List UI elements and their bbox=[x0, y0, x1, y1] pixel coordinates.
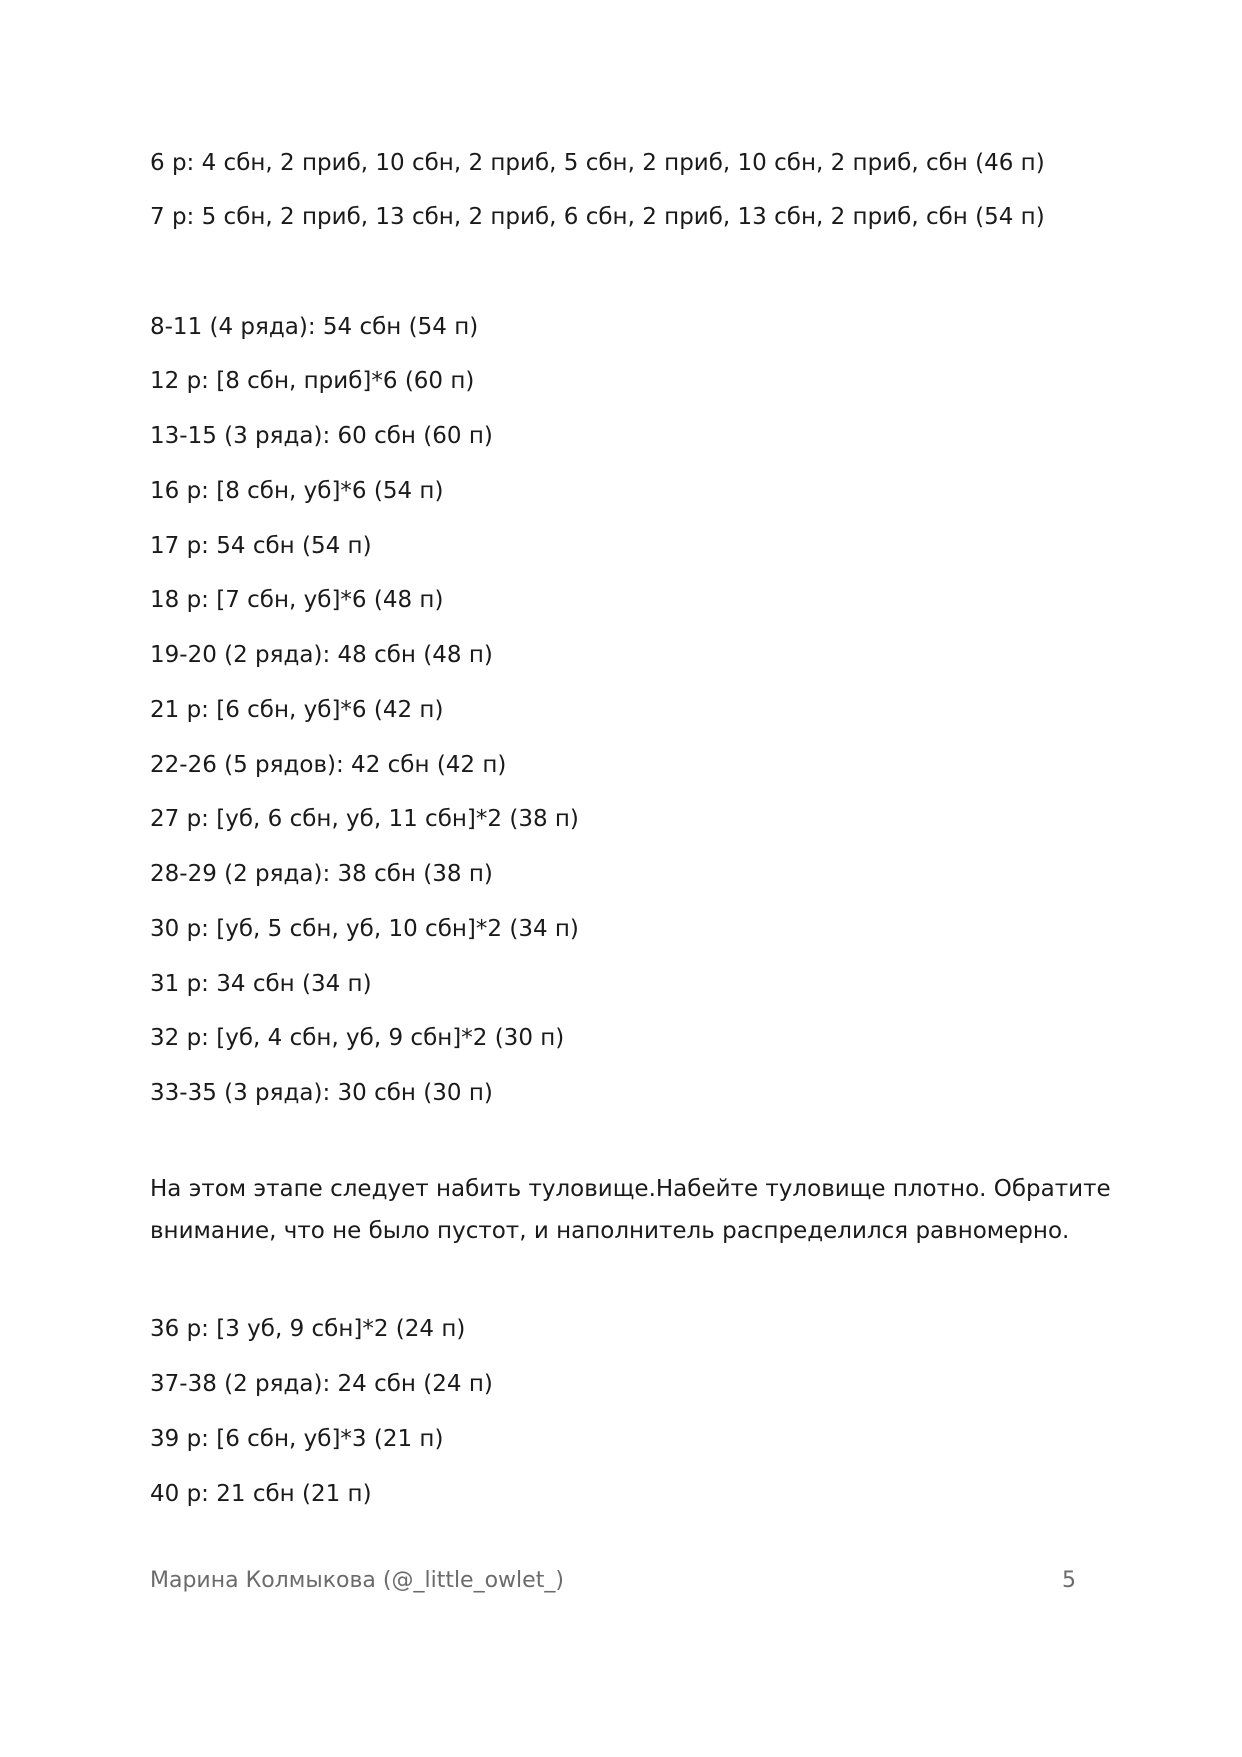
stuffing-note bbox=[150, 1168, 1111, 1252]
pattern-row: 39 р: [6 сбн, уб]*3 (21 п) bbox=[150, 1426, 444, 1452]
pattern-row: 6 р: 4 сбн, 2 приб, 10 сбн, 2 приб, 5 сбн, 2 приб, 10 сбн, 2 приб, сбн (46 п) bbox=[150, 150, 1045, 176]
pattern-row: 18 р: [7 сбн, уб]*6 (48 п) bbox=[150, 587, 444, 613]
pattern-row: 28-29 (2 ряда): 38 сбн (38 п) bbox=[150, 861, 493, 887]
pattern-row: 12 р: [8 сбн, приб]*6 (60 п) bbox=[150, 368, 475, 394]
stuffing-note-line: внимание, что не было пустот, и наполнитель распределился равномерно. bbox=[150, 1218, 1070, 1244]
pattern-row: 31 р: 34 сбн (34 п) bbox=[150, 971, 372, 997]
pattern-row: 36 р: [3 уб, 9 сбн]*2 (24 п) bbox=[150, 1316, 466, 1342]
pattern-row: 7 р: 5 сбн, 2 приб, 13 сбн, 2 приб, 6 сбн, 2 приб, 13 сбн, 2 приб, сбн (54 п) bbox=[150, 204, 1045, 230]
pattern-row: 8-11 (4 ряда): 54 сбн (54 п) bbox=[150, 314, 479, 340]
pattern-row: 21 р: [6 сбн, уб]*6 (42 п) bbox=[150, 697, 444, 723]
pattern-row: 13-15 (3 ряда): 60 сбн (60 п) bbox=[150, 423, 493, 449]
footer-author: Марина Колмыкова (@_little_owlet_) bbox=[150, 1568, 564, 1593]
pattern-row: 37-38 (2 ряда): 24 сбн (24 п) bbox=[150, 1371, 493, 1397]
pattern-row: 27 р: [уб, 6 сбн, уб, 11 сбн]*2 (38 п) bbox=[150, 806, 579, 832]
pattern-row: 17 р: 54 сбн (54 п) bbox=[150, 533, 372, 559]
pattern-row: 33-35 (3 ряда): 30 сбн (30 п) bbox=[150, 1080, 493, 1106]
pattern-row: 22-26 (5 рядов): 42 сбн (42 п) bbox=[150, 752, 507, 778]
pattern-row: 40 р: 21 сбн (21 п) bbox=[150, 1481, 372, 1507]
page-number: 5 bbox=[1062, 1568, 1076, 1593]
stuffing-note-line: На этом этапе следует набить туловище.Набейте туловище плотно. Обратите bbox=[150, 1176, 1111, 1202]
pattern-row: 16 р: [8 сбн, уб]*6 (54 п) bbox=[150, 478, 444, 504]
pattern-row: 32 р: [уб, 4 сбн, уб, 9 сбн]*2 (30 п) bbox=[150, 1025, 565, 1051]
pattern-row: 30 р: [уб, 5 сбн, уб, 10 сбн]*2 (34 п) bbox=[150, 916, 579, 942]
pattern-row: 19-20 (2 ряда): 48 сбн (48 п) bbox=[150, 642, 493, 668]
